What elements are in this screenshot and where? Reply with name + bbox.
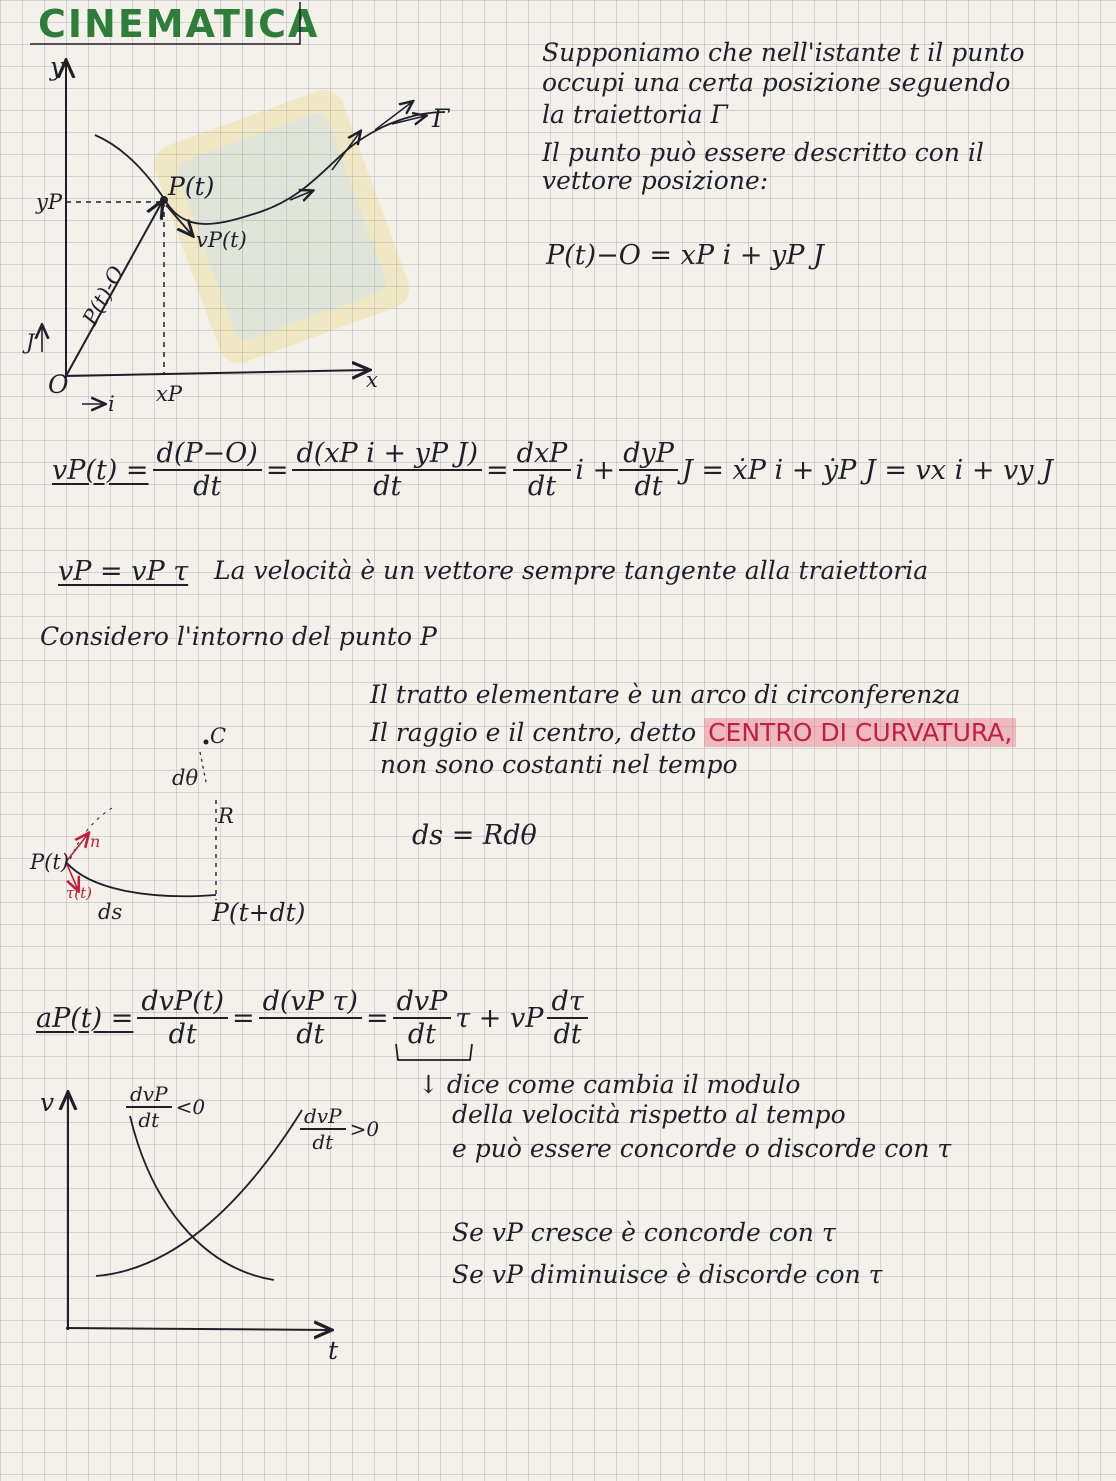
accel-frac-1-num: dvP(t) [137,986,228,1019]
velocity-eq-sign-1: = [265,454,289,486]
velocity-label: vP(t) [196,228,247,252]
point-p-label: P(t) [168,172,215,201]
neg-frac [126,1082,172,1132]
t-axis-label: t [328,1336,339,1365]
normal-n-label: n [90,832,101,851]
accel-frac-4-num: dτ [547,986,587,1019]
intro-line-3: la traiettoria Γ [542,100,728,129]
arc-line-3: non sono costanti nel tempo [380,750,738,779]
position-equation: P(t)−O = xP i + yP J [546,240,824,271]
accel-frac-2-num: d(vP τ) [259,986,362,1019]
accel-note-4: Se vP cresce è concorde con τ [452,1218,836,1247]
accel-note-2: della velocità rispetto al tempo [452,1100,846,1129]
yp-label: yP [36,190,62,214]
negative-derivative-label [122,1082,205,1132]
accel-note-3: e può essere concorde o discorde con τ [452,1134,952,1163]
accel-frac-2-den: dt [296,1019,325,1050]
curve-gamma-label: Γ [432,104,450,133]
neg-frac-den: dt [138,1108,160,1132]
velocity-frac-4-num: dyP [619,438,678,471]
accel-note-5: Se vP diminuisce è discorde con τ [452,1260,883,1289]
velocity-frac-4-den: dt [634,471,663,502]
arc-line-1: Il tratto elementare è un arco di circonferenza [370,680,961,709]
consider-text: Considero l'intorno del punto P [40,622,437,651]
tangent-tau-label: τ(t) [66,884,93,902]
v-axis-label: v [40,1088,55,1117]
y-axis-label: y [50,52,65,81]
pos-frac [300,1104,346,1154]
j-unit-label: J [26,330,35,354]
arc-length-equation: ds = Rdθ [412,820,537,851]
decreasing-curve [130,1116,274,1280]
velocity-frac-2-den: dt [373,471,402,502]
accel-eq-sign-2: = [365,1002,389,1034]
increasing-curve [96,1110,302,1276]
tangent-text: La velocità è un vettore sempre tangente alla traiettoria [214,556,929,585]
accel-frac-1-den: dt [168,1019,197,1050]
tangent-equation: vP = vP τ [58,556,189,587]
neg-cond: <0 [175,1095,206,1119]
p-t-label: P(t) [30,850,69,874]
intro-line-2: occupi una certa posizione seguendo [542,68,1011,97]
pos-frac-num: dvP [300,1104,346,1130]
accel-eq-sign-1: = [232,1002,255,1034]
arc-line-2-text: Il raggio e il centro, detto [370,718,697,747]
accel-frac-3-den: dt [407,1019,436,1050]
velocity-frac-2-num: d(xP i + yP J) [292,438,482,471]
velocity-lhs: vP(t) = [52,454,149,486]
ds-label: ds [98,900,123,924]
velocity-eq-sign-2: = [486,454,509,486]
velocity-term-4: J = ẋP i + ẏP J = vx i + vy J [681,454,1053,486]
accel-frac-4-den: dt [553,1019,582,1050]
center-c-label: C [210,724,227,748]
intro-line-5: vettore posizione: [542,166,769,195]
curvature-center-highlight: CENTRO DI CURVATURA, [704,718,1016,747]
x-axis-label: x [366,368,378,392]
radius-r-label: R [218,804,234,828]
positive-derivative-label [296,1104,379,1154]
intro-line-4: Il punto può essere descritto con il [542,138,984,167]
pos-frac-den: dt [312,1130,334,1154]
velocity-term-3: i + [575,454,616,486]
accel-note-1: ↓ dice come cambia il modulo [418,1070,801,1099]
accel-frac-3-num: dvP [393,986,452,1019]
neg-frac-num: dvP [126,1082,172,1108]
i-unit-label: i [108,392,115,416]
dtheta-label: dθ [172,766,199,790]
velocity-frac-3-num: dxP [513,438,572,471]
velocity-frac-1-num: d(P−O) [153,438,262,471]
accel-term-3: τ + vP [455,1002,544,1034]
page-title: CINEMATICA [38,2,320,46]
intro-line-1: Supponiamo che nell'istante t il punto [542,38,1025,67]
xp-label: xP [156,382,182,406]
position-vector-label: P(t)-O [78,262,129,330]
p-t-dt-label: P(t+dt) [212,898,306,927]
velocity-frac-1-den: dt [193,471,222,502]
accel-lhs: aP(t) = [36,1002,134,1034]
velocity-frac-3-den: dt [527,471,557,502]
origin-label: O [48,370,69,399]
pos-cond: >0 [349,1117,380,1141]
